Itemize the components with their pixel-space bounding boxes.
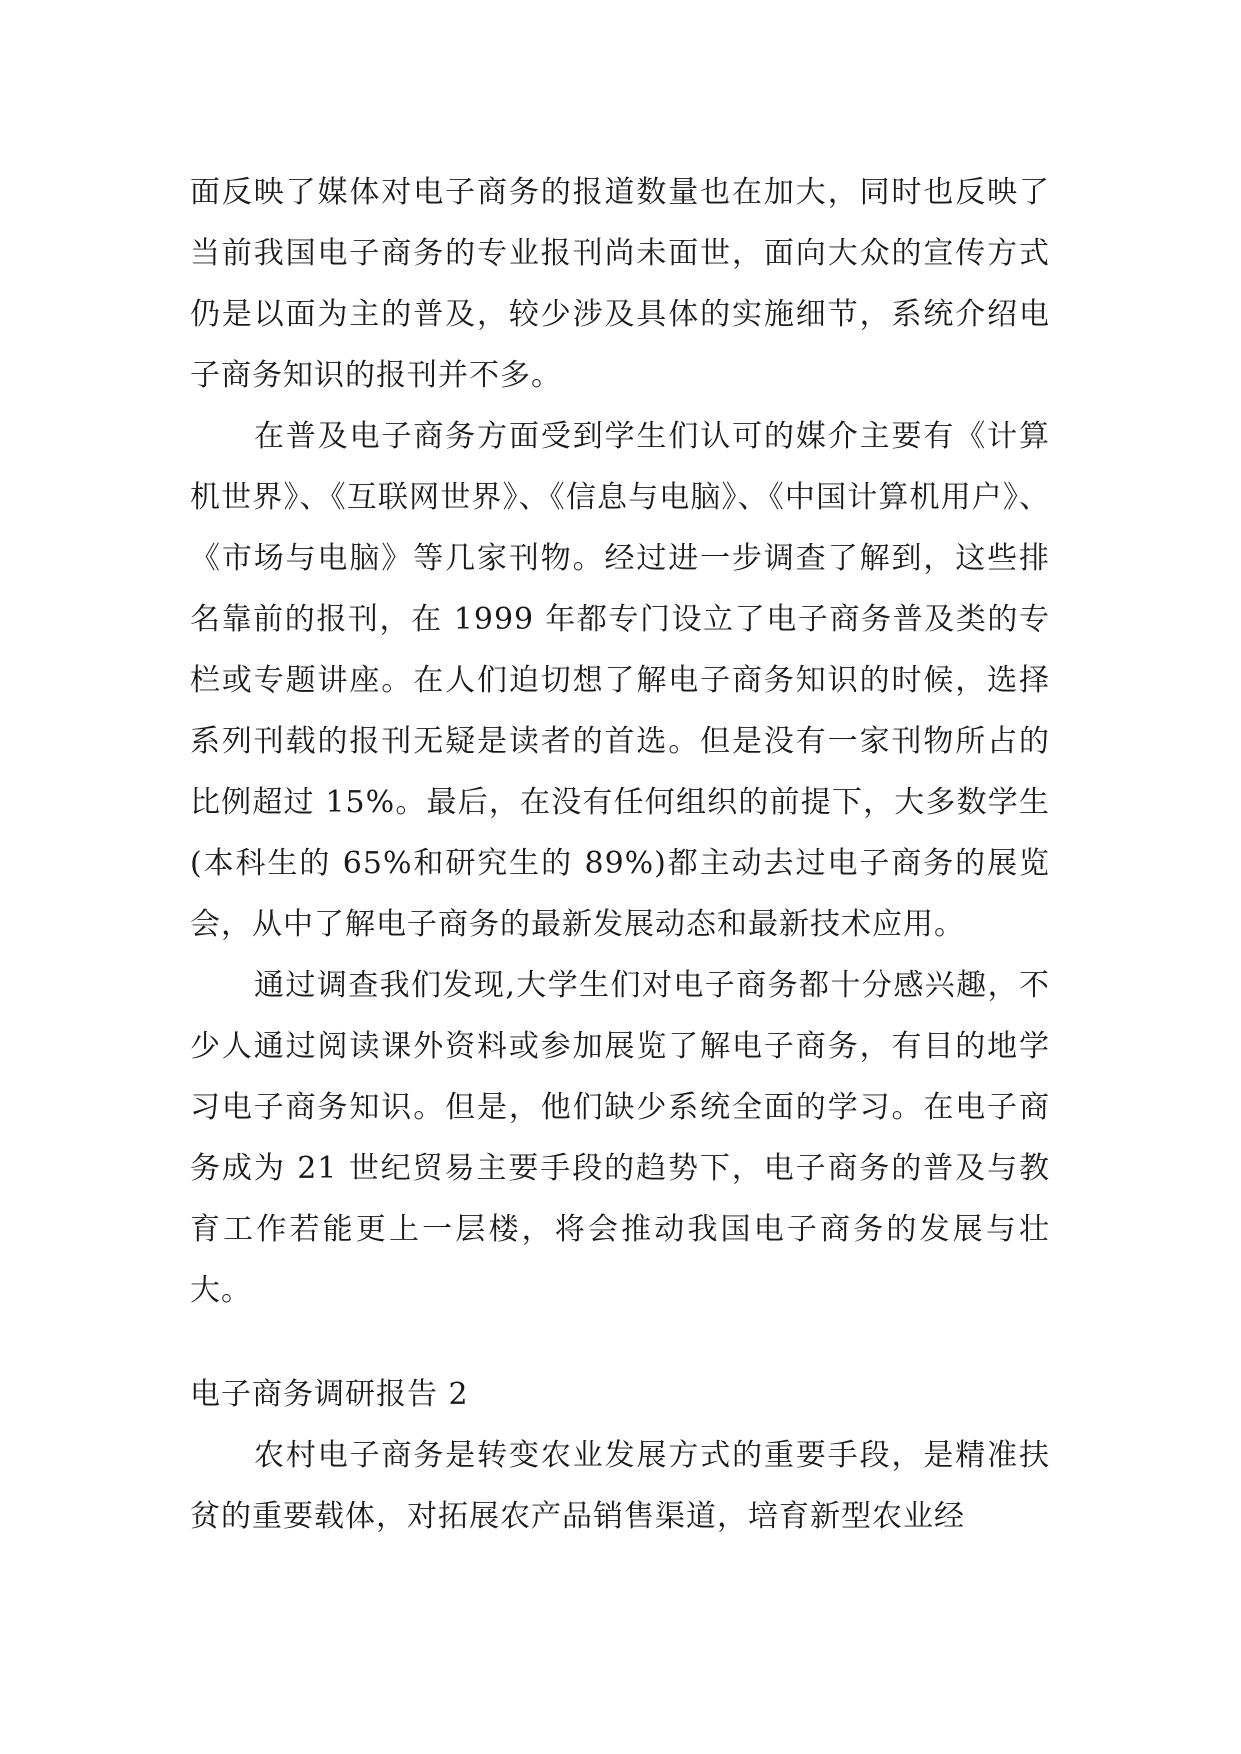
paragraph-conclusion: 通过调查我们发现,大学生们对电子商务都十分感兴趣，不少人通过阅读课外资料或参加展览了解电子商务，有目的地学习电子商务知识。但是，他们缺少系统全面的学习。在电子商务成为 21 世纪贸易主要手段的趋势下，电子商务的普及与教育工作若能更上一层楼，将会推动我国电子商务的发展与壮大。 — [190, 968, 1050, 1308]
paragraph-media-channels: 在普及电子商务方面受到学生们认可的媒介主要有《计算机世界》、《互联网世界》、《信息与电脑》、《中国计算机用户》、《市场与电脑》等几家刊物。经过进一步调查了解到，这些排名靠前的报刊，在 1999 年都专门设立了电子商务普及类的专栏或专题讲座。在人们迫切想了解电子商务知识的时候，选择系列刊载的报刊无疑是读者的首选。但是没有一家刊物所占的比例超过 15%。最后，在没有任何组织的前提下，大多数学生(本科生的 65%和研究生的 89%)都主动去过电子商务的展览会，从中了解电子商务的最新发展动态和最新技术应用。 — [190, 419, 1050, 942]
paragraph-continued: 面反映了媒体对电子商务的报道数量也在加大，同时也反映了当前我国电子商务的专业报刊尚未面世，面向大众的宣传方式仍是以面为主的普及，较少涉及具体的实施细节，系统介绍电子商务知识的报刊并不多。 — [190, 175, 1050, 393]
document-body — [190, 162, 1050, 1547]
paragraph-rural-ecommerce: 农村电子商务是转变农业发展方式的重要手段，是精准扶贫的重要载体，对拓展农产品销售渠道，培育新型农业经 — [190, 1438, 1050, 1534]
section-heading: 电子商务调研报告 2 — [190, 1377, 469, 1412]
